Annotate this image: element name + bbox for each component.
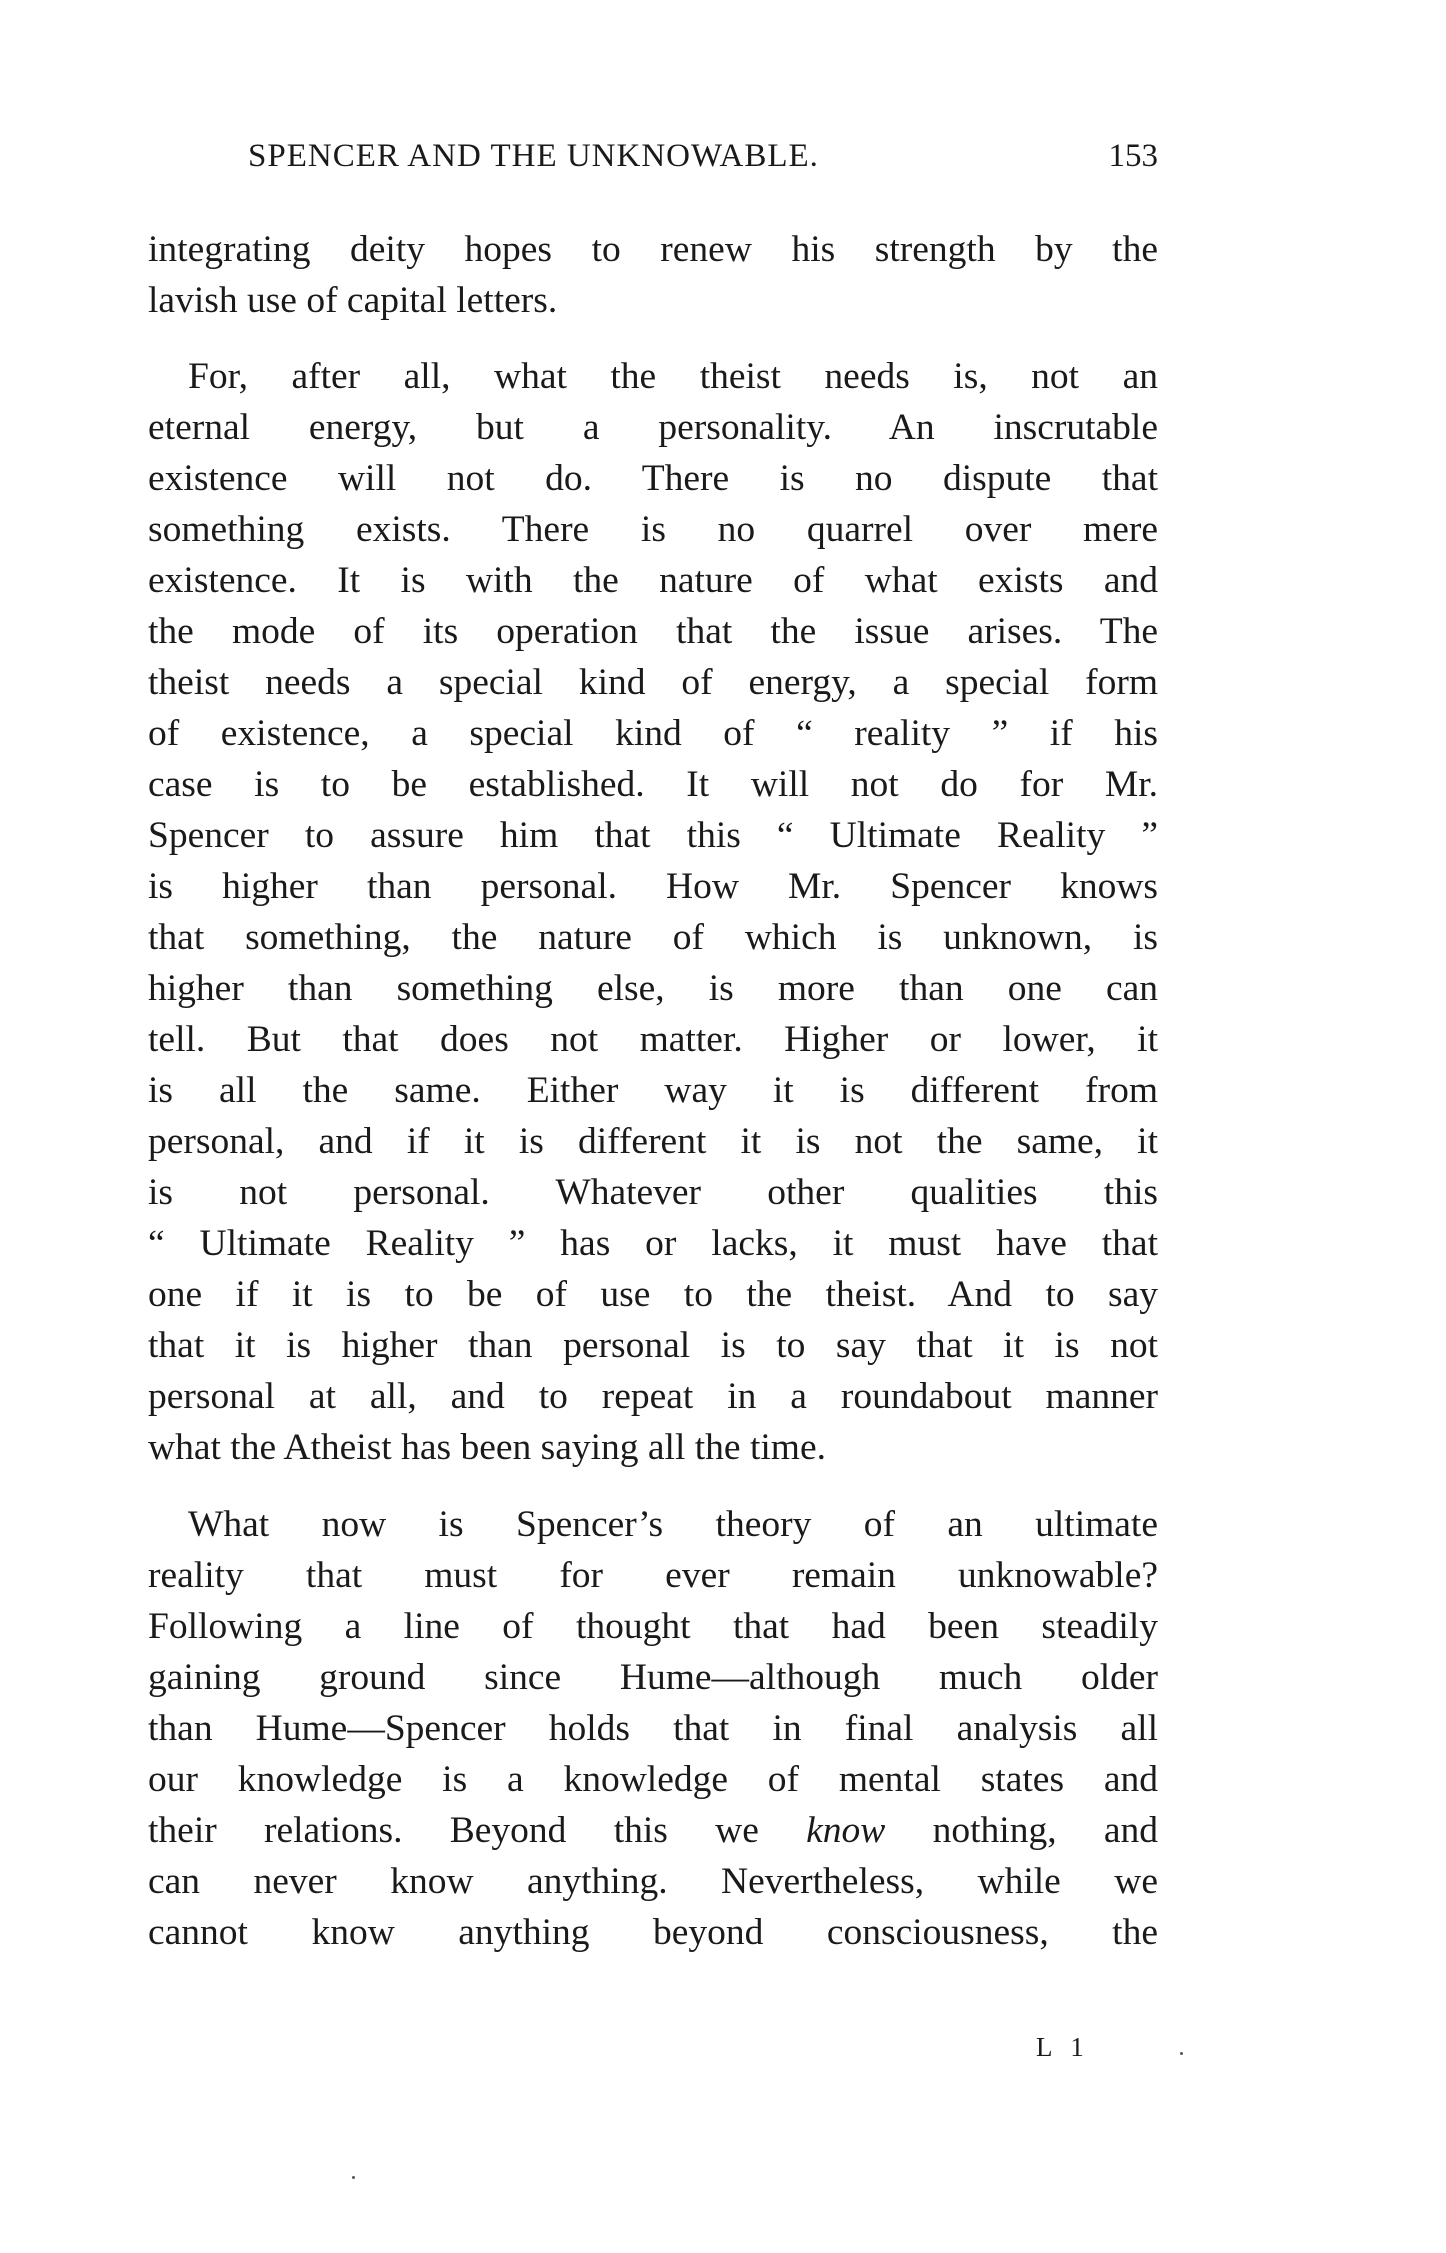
signature-mark: L 1 (1036, 2032, 1090, 2062)
print-speck (352, 2176, 355, 2179)
text-line: lavish use of capital letters. (148, 280, 558, 321)
text-line: is not personal. Whatever other qualities this (148, 1172, 1158, 1213)
text-line: than Hume—Spencer holds that in final analysis all (148, 1708, 1158, 1749)
book-page (148, 138, 1158, 1958)
text-run: nothing, and (885, 1810, 1158, 1851)
text-line: cannot know anything beyond consciousness, the (148, 1912, 1158, 1953)
text-line: is all the same. Either way it is different from (148, 1070, 1158, 1111)
emphasized-word: know (806, 1810, 886, 1851)
text-line: of existence, a special kind of “ reality ” if his (148, 713, 1158, 754)
paragraph-3 (148, 1499, 1158, 1958)
text-line: gaining ground since Hume—although much older (148, 1657, 1158, 1698)
text-line: higher than something else, is more than one can (148, 968, 1158, 1009)
running-head (148, 138, 1158, 190)
text-line: eternal energy, but a personality. An inscrutable (148, 407, 1158, 448)
text-line: existence will not do. There is no dispute that (148, 458, 1158, 499)
text-line: our knowledge is a knowledge of mental states and (148, 1759, 1158, 1800)
text-line: personal, and if it is different it is not the same, it (148, 1121, 1158, 1162)
text-line: that something, the nature of which is unknown, is (148, 917, 1158, 958)
text-line: For, after all, what the theist needs is, not an (188, 356, 1158, 397)
text-line: “ Ultimate Reality ” has or lacks, it must have that (148, 1223, 1158, 1264)
text-line: existence. It is with the nature of what exists and (148, 560, 1158, 601)
text-line: the mode of its operation that the issue arises. The (148, 611, 1158, 652)
text-run: their relations. Beyond this we (148, 1810, 807, 1851)
text-line: that it is higher than personal is to say that it is not (148, 1325, 1158, 1366)
text-line: one if it is to be of use to the theist. And to say (148, 1274, 1158, 1315)
text-line: what the Atheist has been saying all the time. (148, 1427, 826, 1468)
text-line: something exists. There is no quarrel over mere (148, 509, 1158, 550)
text-line: theist needs a special kind of energy, a special form (148, 662, 1158, 703)
text-line: Following a line of thought that had been steadily (148, 1606, 1158, 1647)
text-line: Spencer to assure him that this “ Ultimate Reality ” (148, 815, 1158, 856)
text-line: What now is Spencer’s theory of an ultimate (188, 1504, 1158, 1545)
paragraph-2 (148, 351, 1158, 1473)
text-line: case is to be established. It will not do for Mr. (148, 764, 1158, 805)
running-head-title: SPENCER AND THE UNKNOWABLE. (248, 138, 819, 174)
page-number: 153 (1108, 138, 1158, 174)
print-speck (1180, 2052, 1183, 2055)
text-line: reality that must for ever remain unknowable? (148, 1555, 1158, 1596)
text-line: is higher than personal. How Mr. Spencer knows (148, 866, 1158, 907)
paragraph-1 (148, 224, 1158, 326)
text-line: personal at all, and to repeat in a roundabout manner (148, 1376, 1158, 1417)
text-line: can never know anything. Nevertheless, while we (148, 1861, 1158, 1902)
text-line-with-emphasis (148, 1805, 1158, 1856)
text-line: integrating deity hopes to renew his strength by the (148, 229, 1158, 270)
text-line: tell. But that does not matter. Higher or lower, it (148, 1019, 1158, 1060)
